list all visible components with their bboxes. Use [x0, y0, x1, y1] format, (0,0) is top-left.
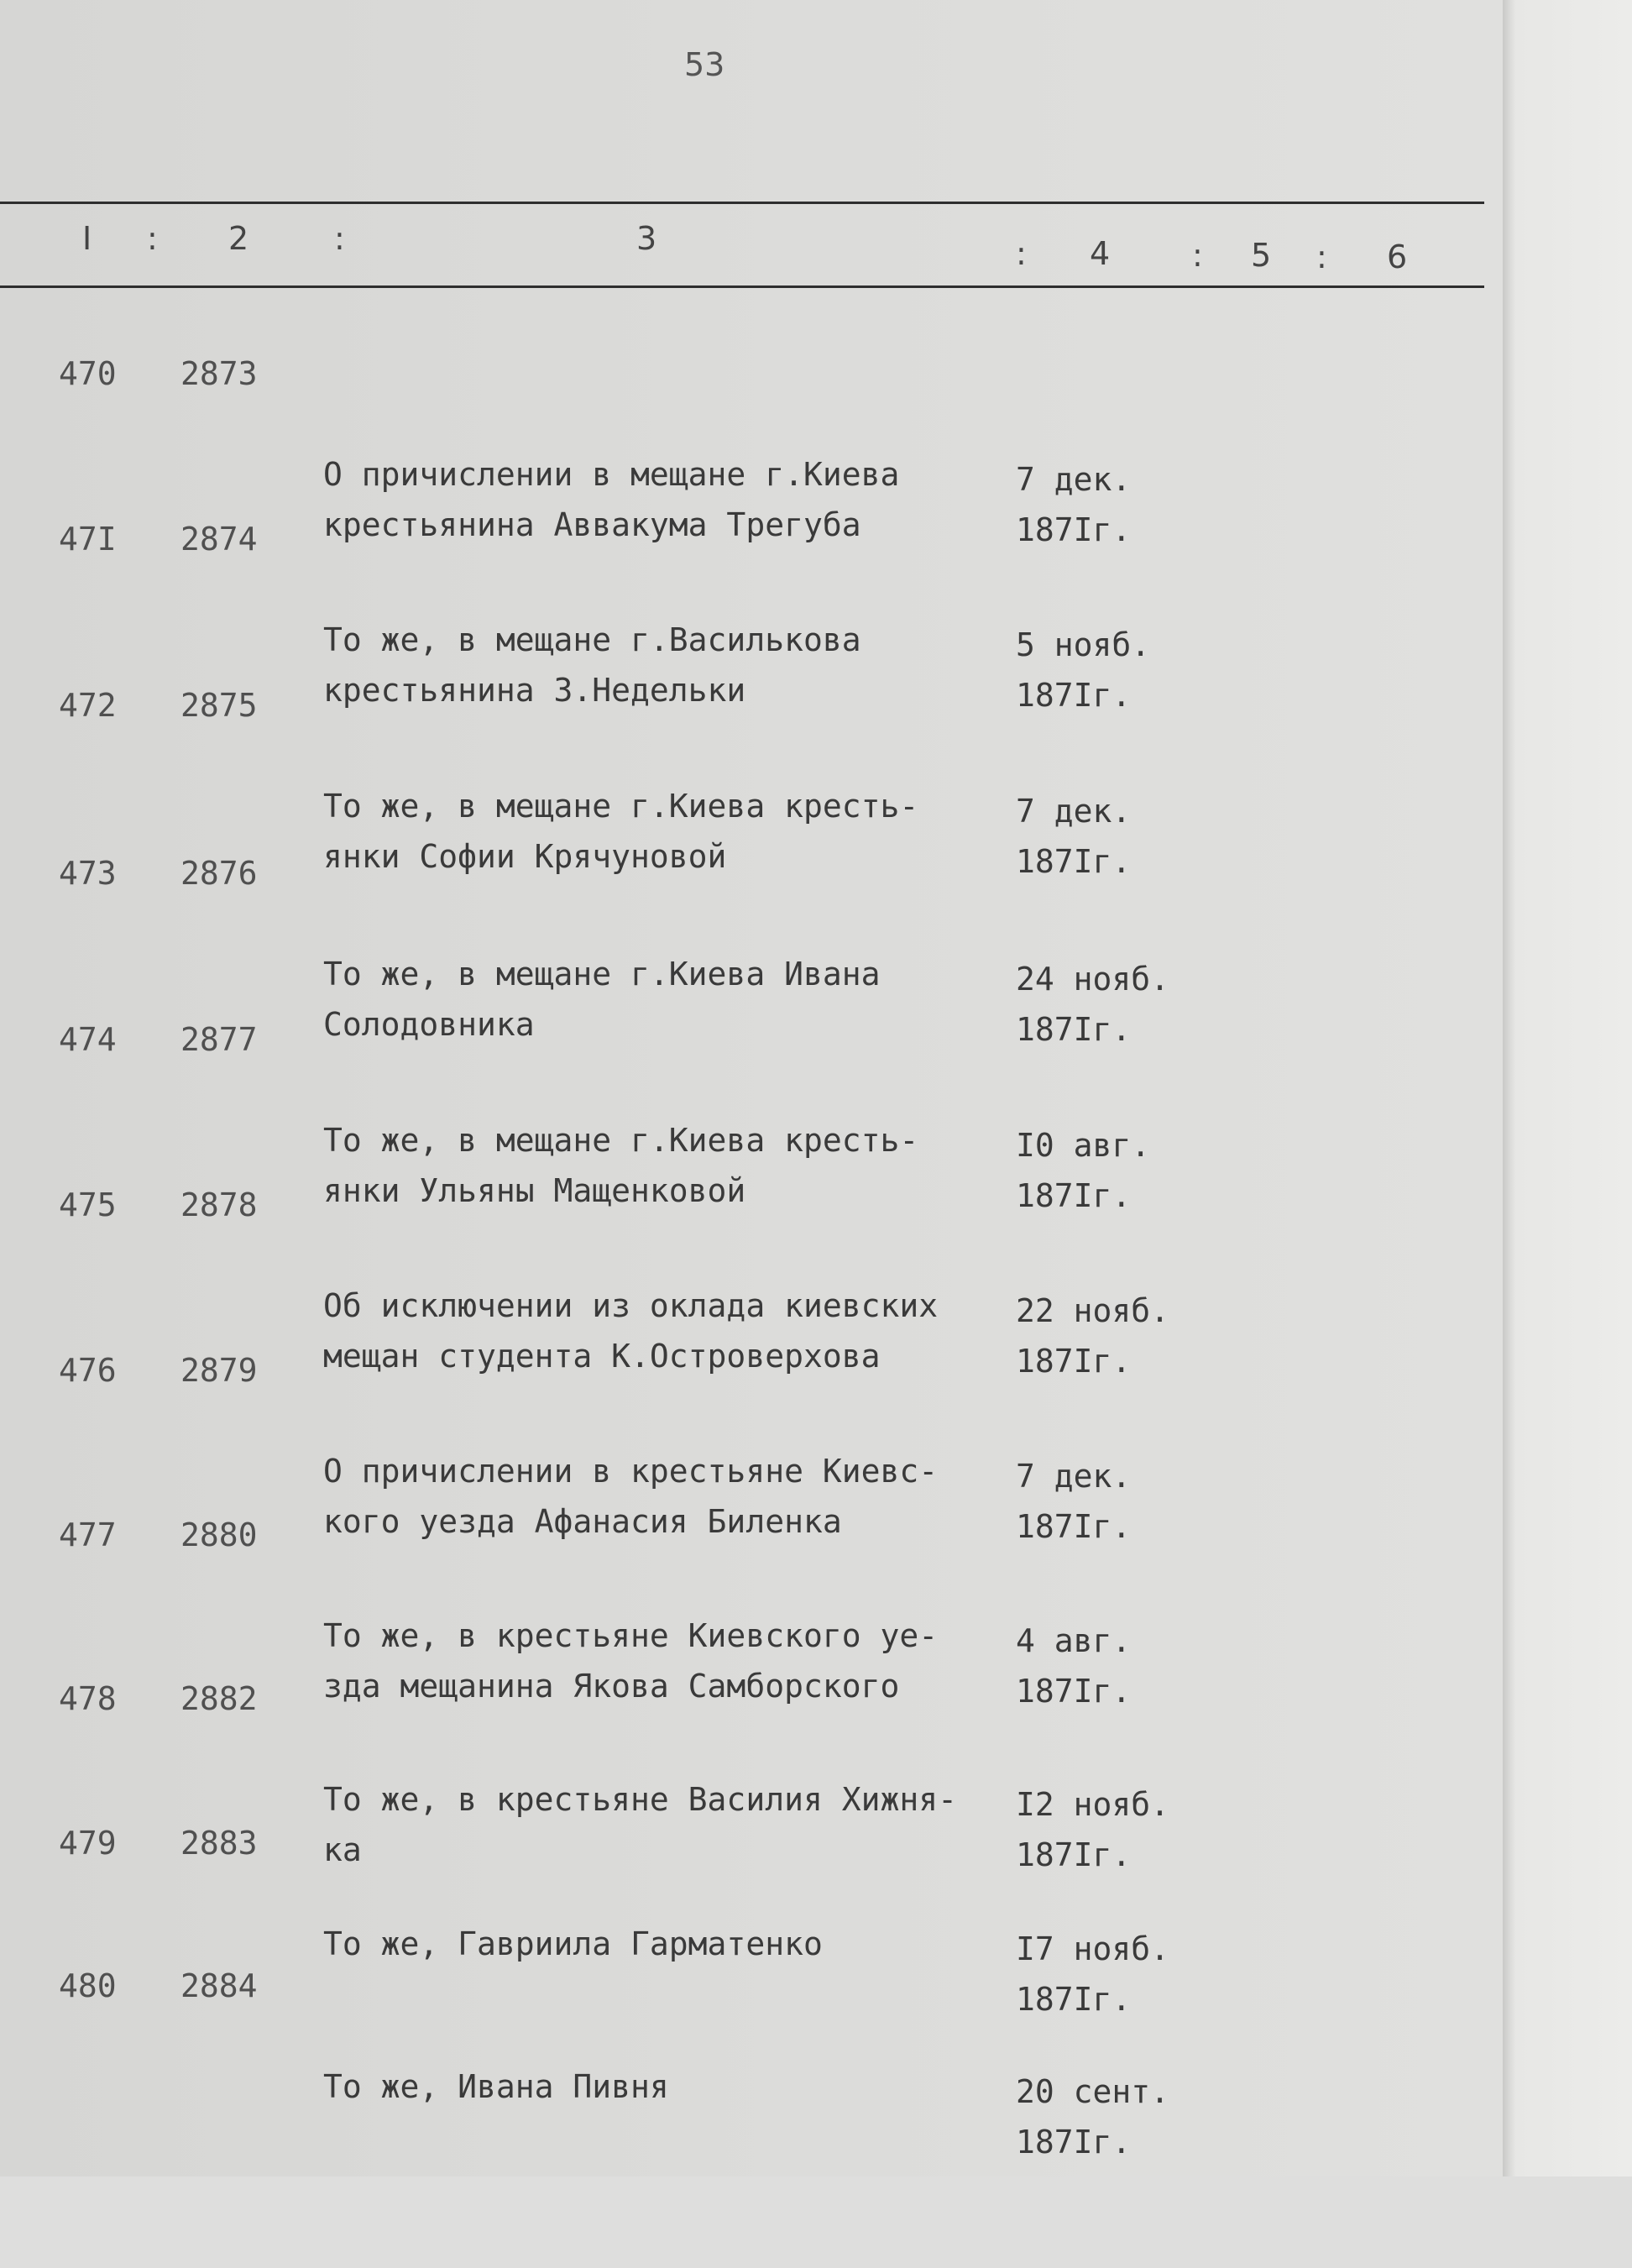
entry-number: 476: [59, 1352, 117, 1389]
entry-date: 20 сент. 187Iг.: [1016, 2073, 1170, 2161]
entry-description: То же, Гавриила Гарматенко: [323, 1925, 823, 1962]
entry-date: 7 дек. 187Iг.: [1016, 793, 1132, 880]
entry-number: 474: [59, 1021, 117, 1058]
header-col-3: 3: [636, 220, 657, 257]
entry-description: О причислении в мещане г.Киева крестьянина Аввакума Трегуба: [323, 456, 900, 543]
entry-file-number: 2874: [180, 521, 258, 558]
entry-description: То же, в крестьяне Киевского уе- зда мещанина Якова Самборского: [323, 1617, 939, 1705]
entry-date: I2 нояб. 187Iг.: [1016, 1786, 1170, 1873]
entry-file-number: 2880: [180, 1516, 258, 1553]
page-edge: [1503, 0, 1632, 2176]
entry-description: Об исключении из оклада киевских мещан студента К.Островерхова: [323, 1287, 939, 1375]
entry-file-number: 2878: [180, 1186, 258, 1223]
entry-number: 470: [59, 355, 117, 392]
entry-date: 24 нояб. 187Iг.: [1016, 961, 1170, 1048]
entry-number: 47I: [59, 521, 117, 558]
header-col-2: 2: [228, 220, 249, 257]
entry-date: I0 авг. 187Iг.: [1016, 1127, 1151, 1214]
entry-date: I7 нояб. 187Iг.: [1016, 1930, 1170, 2018]
entry-file-number: 2883: [180, 1825, 258, 1862]
entry-file-number: 2873: [180, 355, 258, 392]
page-number: 53: [684, 46, 725, 83]
header-separator: :: [1192, 237, 1203, 274]
entry-file-number: 2884: [180, 1967, 258, 2004]
entry-number: 480: [59, 1967, 117, 2004]
list-item: [0, 1961, 1503, 2161]
entry-number: 472: [59, 687, 117, 724]
header-separator: :: [1316, 238, 1327, 275]
entry-date: 7 дек. 187Iг.: [1016, 1458, 1132, 1545]
entry-description: То же, в мещане г.Киева кресть- янки Софии Крячуновой: [323, 788, 919, 875]
entry-date: 22 нояб. 187Iг.: [1016, 1292, 1170, 1380]
header-col-4: 4: [1090, 235, 1111, 272]
entry-file-number: 2877: [180, 1021, 258, 1058]
header-separator: :: [334, 220, 345, 257]
entry-description: То же, в мещане г.Киева кресть- янки Ульяны Мащенковой: [323, 1122, 919, 1209]
entry-date: 4 авг. 187Iг.: [1016, 1622, 1132, 1710]
entry-file-number: 2879: [180, 1352, 258, 1389]
header-col-1: I: [82, 220, 92, 257]
entry-date: 5 нояб. 187Iг.: [1016, 626, 1151, 714]
entry-description: То же, в мещане г.Василькова крестьянина З.Недельки: [323, 621, 861, 709]
entry-description: То же, в мещане г.Киева Ивана Солодовника: [323, 956, 881, 1043]
entry-description: То же, в крестьяне Василия Хижня- ка: [323, 1781, 957, 1868]
header-rule-bottom: [0, 285, 1484, 288]
entry-file-number: 2882: [180, 1680, 258, 1717]
header-rule-top: [0, 202, 1484, 204]
entry-number: 473: [59, 855, 117, 892]
entry-number: 477: [59, 1516, 117, 1553]
entry-description: То же, Ивана Пивня: [323, 2068, 669, 2105]
entry-number: 475: [59, 1186, 117, 1223]
header-separator: :: [1016, 235, 1027, 272]
entry-date: 7 дек. 187Iг.: [1016, 461, 1132, 548]
entry-number: 478: [59, 1680, 117, 1717]
entry-description: О причислении в крестьяне Киевс- кого уезда Афанасия Биленка: [323, 1453, 939, 1540]
entry-number: 479: [59, 1825, 117, 1862]
header-col-6: 6: [1387, 238, 1408, 275]
header-col-5: 5: [1251, 237, 1272, 274]
header-separator: :: [147, 220, 158, 257]
entry-file-number: 2876: [180, 855, 258, 892]
entry-file-number: 2875: [180, 687, 258, 724]
